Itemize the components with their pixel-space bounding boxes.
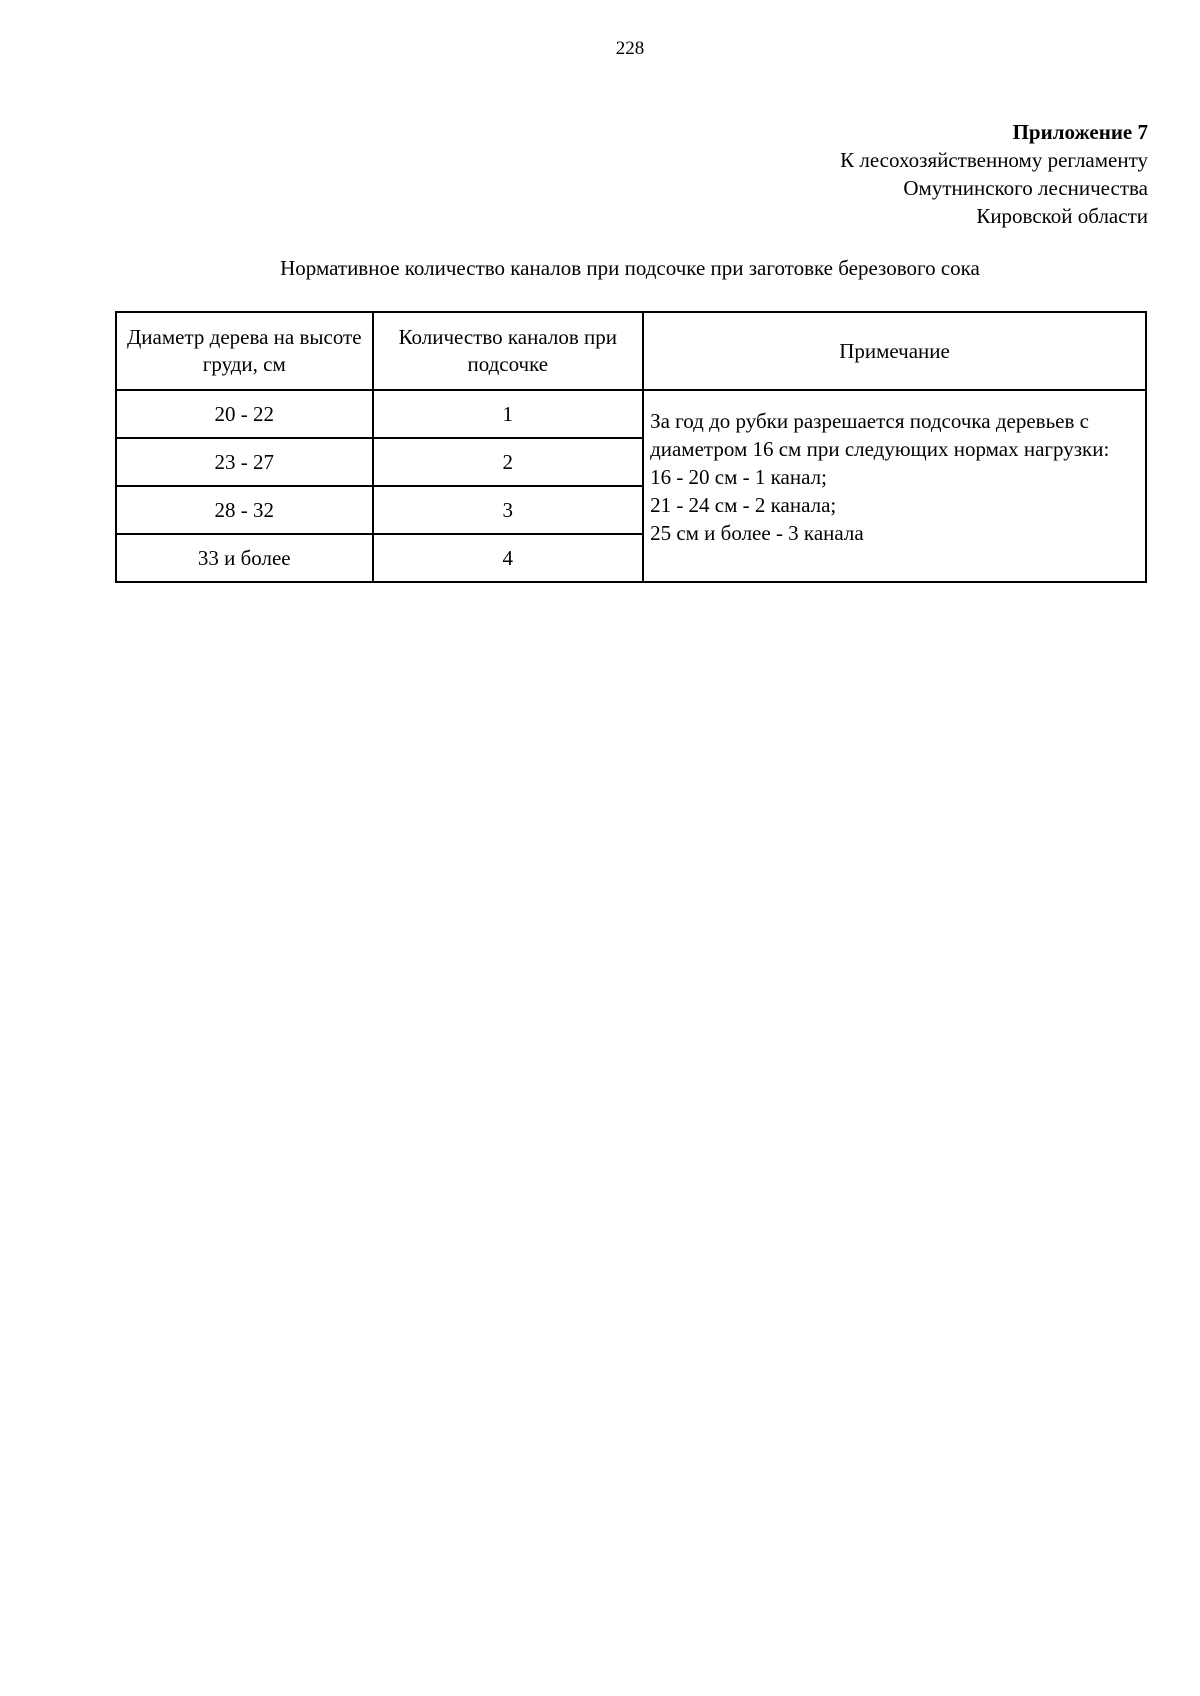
table-row bbox=[116, 390, 1146, 438]
cell-channels: 3 bbox=[373, 486, 644, 534]
cell-channels: 4 bbox=[373, 534, 644, 582]
appendix-line: К лесохозяйственному регламенту bbox=[840, 148, 1148, 172]
header-note: Примечание bbox=[643, 312, 1146, 390]
cell-channels: 1 bbox=[373, 390, 644, 438]
appendix-line: Омутнинского лесничества bbox=[903, 176, 1148, 200]
appendix-line: Кировской области bbox=[976, 204, 1148, 228]
cell-note bbox=[643, 390, 1146, 582]
header-diameter: Диаметр дерева на высоте груди, см bbox=[116, 312, 373, 390]
header-channels: Количество каналов при подсочке bbox=[373, 312, 644, 390]
note-line: 16 - 20 см - 1 канал; bbox=[650, 465, 827, 489]
cell-diameter: 33 и более bbox=[116, 534, 373, 582]
cell-diameter: 28 - 32 bbox=[116, 486, 373, 534]
table-header-row bbox=[116, 312, 1146, 390]
document-title: Нормативное количество каналов при подсочке при заготовке березового сока bbox=[280, 256, 980, 280]
cell-channels: 2 bbox=[373, 438, 644, 486]
page-number: 228 bbox=[615, 38, 645, 59]
norms-table bbox=[115, 311, 1147, 583]
note-line: 25 см и более - 3 канала bbox=[650, 521, 864, 545]
cell-diameter: 23 - 27 bbox=[116, 438, 373, 486]
cell-diameter: 20 - 22 bbox=[116, 390, 373, 438]
note-line: 21 - 24 см - 2 канала; bbox=[650, 493, 837, 517]
appendix-title: Приложение 7 bbox=[1012, 120, 1148, 144]
note-line: За год до рубки разрешается подсочка деревьев с диаметром 16 см при следующих нормах нагрузки: bbox=[650, 409, 1110, 461]
appendix-block bbox=[840, 118, 1148, 230]
